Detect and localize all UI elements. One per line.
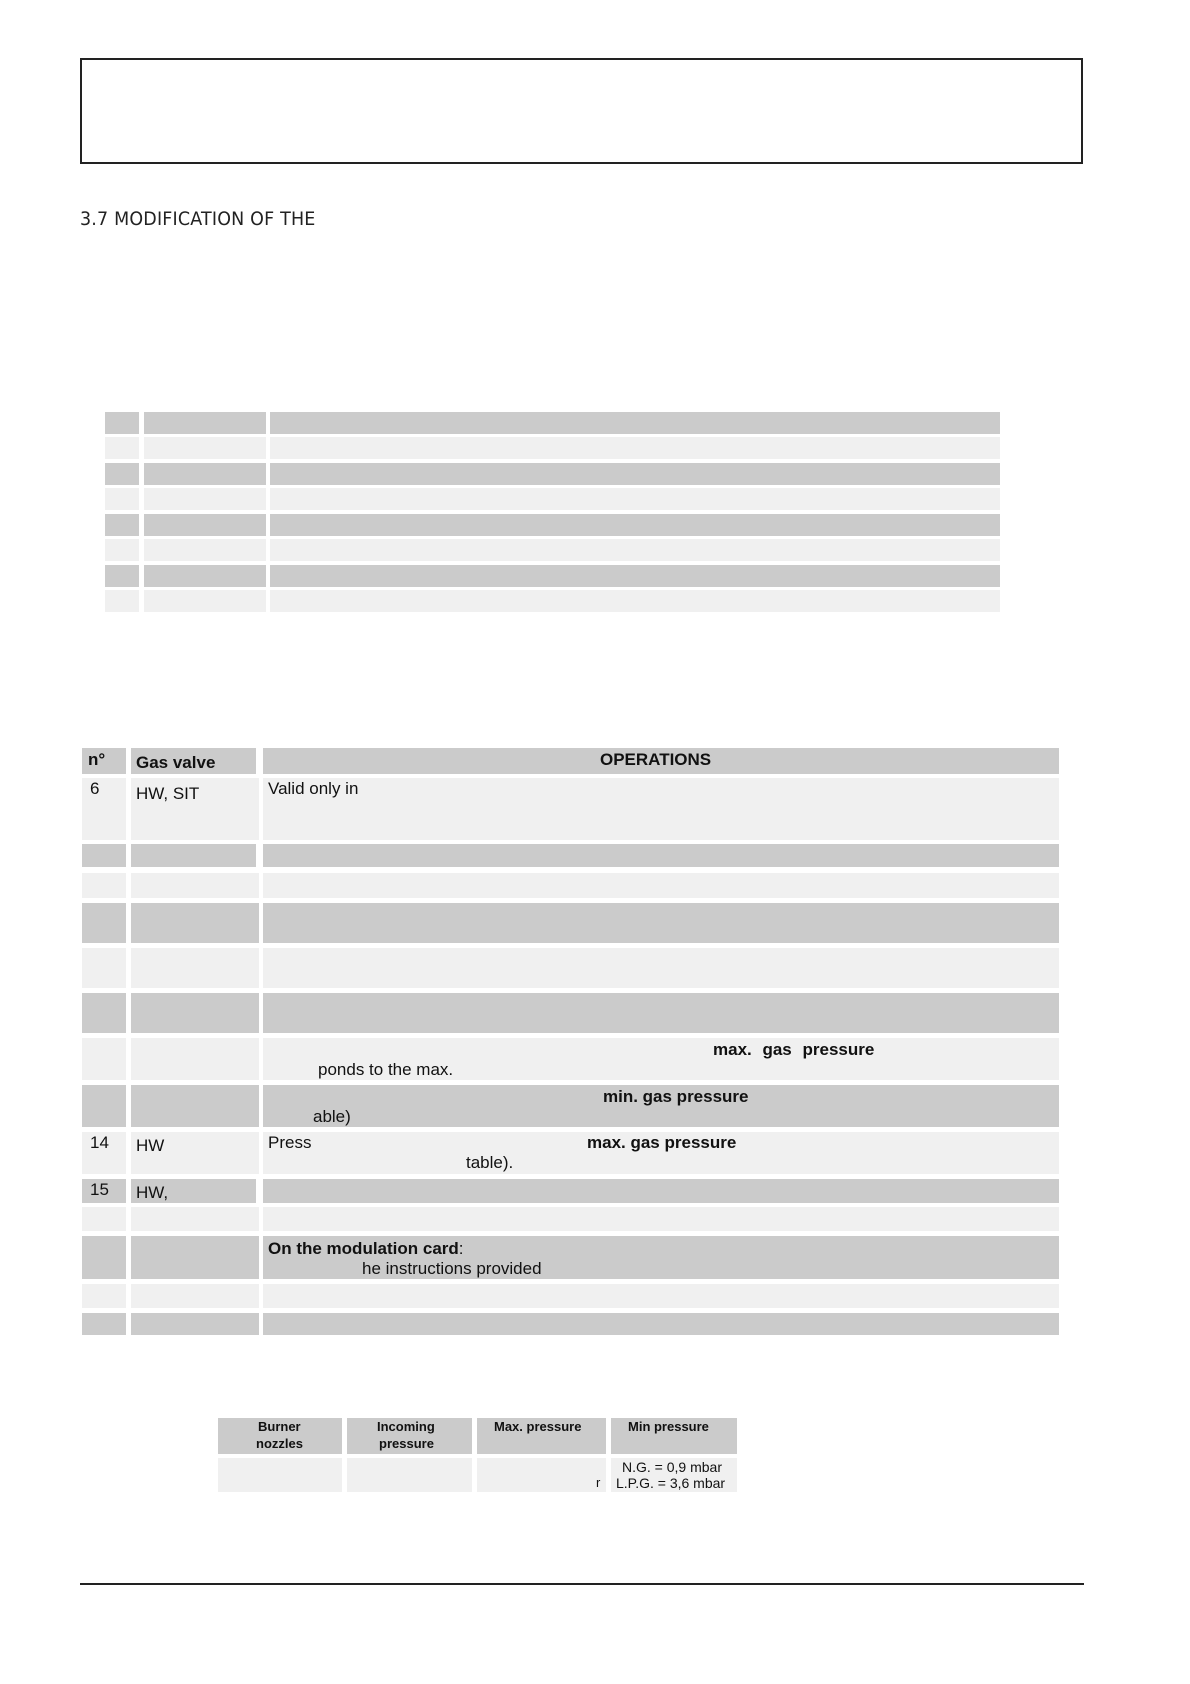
empty-table-row <box>144 437 266 459</box>
col-header-n-label: n° <box>88 750 106 769</box>
row-14-max-pressure-label: max. gas pressure <box>587 1133 737 1152</box>
table-row <box>82 903 126 943</box>
table-row <box>131 993 259 1033</box>
table-row <box>82 1207 126 1231</box>
table-row <box>263 778 1059 840</box>
row-6-operation: Valid only in <box>268 779 359 798</box>
burner-label-2: nozzles <box>256 1436 303 1451</box>
row-6-number: 6 <box>90 779 100 798</box>
table-row <box>263 1179 1059 1203</box>
table-row <box>82 948 126 988</box>
max-pressure-value-fragment: r <box>596 1475 601 1490</box>
empty-table-row <box>144 514 266 536</box>
empty-table-row <box>270 514 1000 536</box>
table-row <box>263 873 1059 898</box>
table-row <box>131 1038 259 1080</box>
empty-table-row <box>105 412 139 434</box>
table-row <box>131 1085 259 1127</box>
table-row <box>263 993 1059 1033</box>
empty-table-row <box>105 463 139 485</box>
table-row <box>82 873 126 898</box>
table-row <box>263 1284 1059 1308</box>
col-header-operations-label: OPERATIONS <box>600 750 712 769</box>
row-14-operation: Press <box>268 1133 312 1152</box>
row-max-pressure-text: ponds to the max. <box>318 1060 454 1079</box>
row-modulation-card-text: he instructions provided <box>362 1259 542 1278</box>
empty-table-row <box>105 488 139 510</box>
modulation-card-label: On the modulation card <box>268 1239 459 1258</box>
table-row <box>82 1284 126 1308</box>
col-header-valve-label: Gas valve <box>136 753 216 772</box>
table-row <box>131 1236 259 1279</box>
table-row <box>82 1313 126 1335</box>
empty-table-row <box>105 437 139 459</box>
burner-label-1: Burner <box>258 1419 301 1434</box>
incoming-label-1: Incoming <box>377 1419 435 1434</box>
table-row <box>82 1038 126 1080</box>
empty-table-row <box>105 590 139 612</box>
table-row <box>82 993 126 1033</box>
table-row <box>263 844 1059 867</box>
empty-table-row <box>270 590 1000 612</box>
table-row <box>131 1313 259 1335</box>
row-min-pressure-label: min. gas pressure <box>603 1087 749 1106</box>
empty-table-row <box>144 565 266 587</box>
empty-table-row <box>144 539 266 561</box>
row-min-pressure-text: able) <box>313 1107 351 1126</box>
table-row <box>131 903 259 943</box>
incoming-label-2: pressure <box>379 1436 434 1451</box>
row-modulation-card-heading <box>268 1239 464 1259</box>
table-row <box>131 844 256 867</box>
table-row <box>263 948 1059 988</box>
table-row <box>131 1284 259 1308</box>
empty-table-row <box>270 539 1000 561</box>
table-row <box>82 778 126 840</box>
row-6-valve: HW, SIT <box>136 784 200 803</box>
empty-table-row <box>105 514 139 536</box>
section-title: 3.7 MODIFICATION OF THE <box>80 208 316 230</box>
table-row <box>263 903 1059 943</box>
header-box <box>80 58 1083 164</box>
empty-table-row <box>270 437 1000 459</box>
min-pressure-lpg: L.P.G. = 3,6 mbar <box>616 1475 726 1491</box>
table-row <box>218 1458 342 1492</box>
footer-rule <box>80 1583 1084 1585</box>
row-15-number: 15 <box>90 1180 109 1199</box>
table-row <box>263 1313 1059 1335</box>
empty-table-row <box>270 463 1000 485</box>
min-pressure-label: Min pressure <box>628 1419 709 1434</box>
table-row <box>263 1207 1059 1231</box>
min-pressure-ng: N.G. = 0,9 mbar <box>622 1459 722 1475</box>
empty-table-row <box>144 488 266 510</box>
empty-table-row <box>105 539 139 561</box>
row-14-text: table). <box>466 1153 514 1172</box>
table-row <box>347 1458 472 1492</box>
table-row <box>82 844 126 867</box>
empty-table-row <box>144 590 266 612</box>
table-row <box>131 1207 259 1231</box>
empty-table-row <box>270 412 1000 434</box>
row-max-pressure-label: max. gas pressure <box>713 1040 875 1059</box>
empty-table-row <box>105 565 139 587</box>
table-row <box>131 873 259 898</box>
modulation-card-colon: : <box>458 1239 464 1258</box>
table-row <box>477 1458 606 1492</box>
empty-table-row <box>270 488 1000 510</box>
table-row <box>82 1085 126 1127</box>
table-row <box>82 1236 126 1279</box>
empty-table-row <box>144 463 266 485</box>
row-14-number: 14 <box>90 1133 109 1152</box>
empty-table-row <box>270 565 1000 587</box>
row-14-valve: HW <box>136 1136 165 1155</box>
table-row <box>131 948 259 988</box>
max-pressure-label: Max. pressure <box>494 1419 582 1434</box>
row-15-valve: HW, <box>136 1183 169 1202</box>
empty-table-row <box>144 412 266 434</box>
